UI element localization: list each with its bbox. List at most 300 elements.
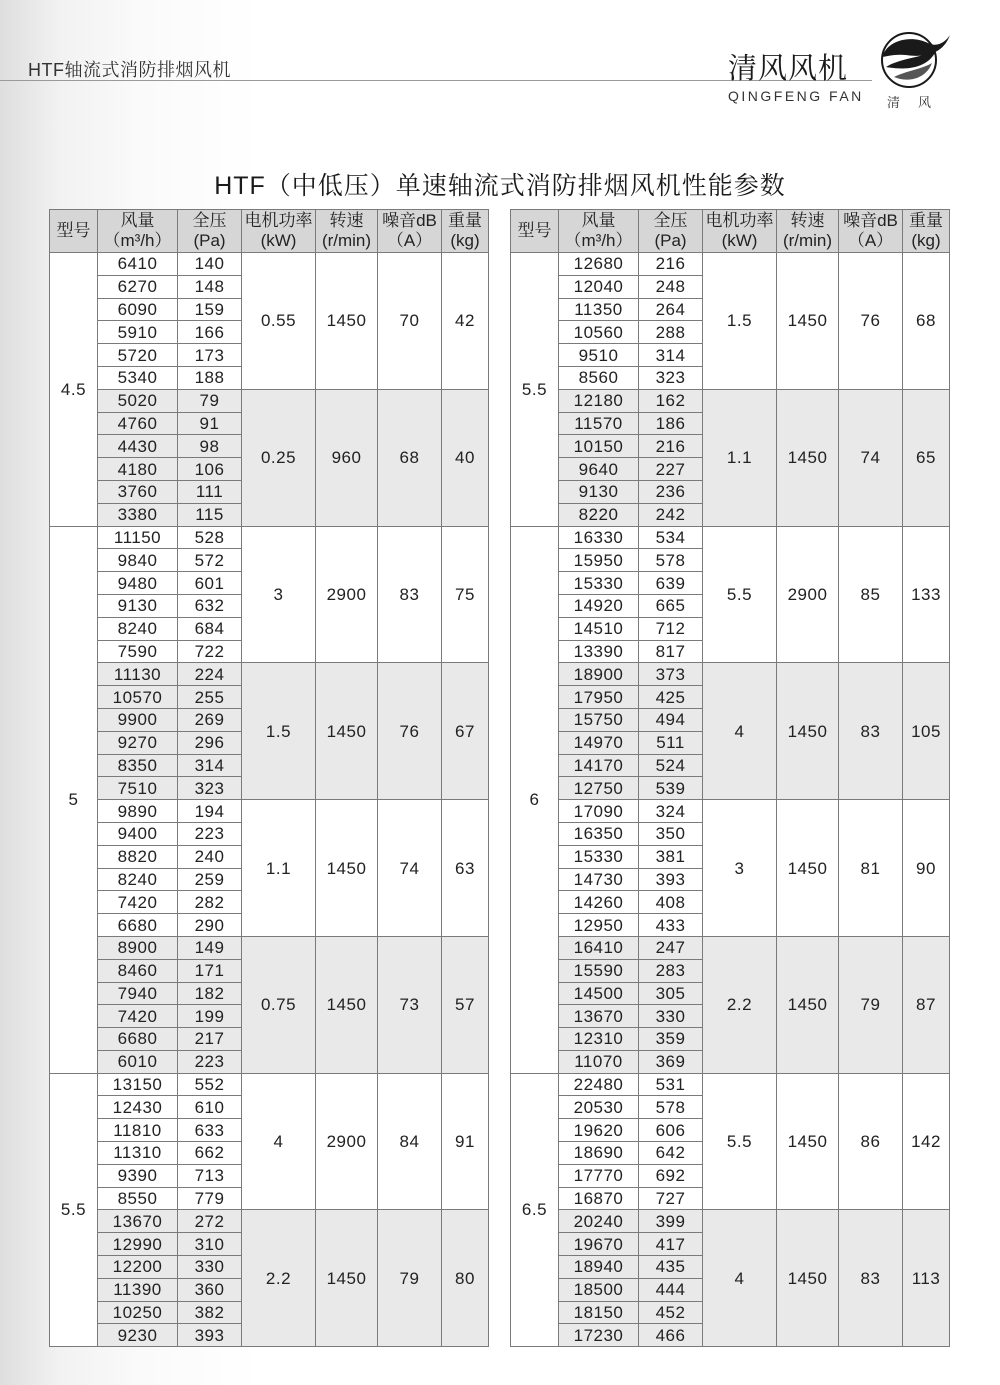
pressure-cell: 283 — [639, 959, 703, 982]
airflow-cell: 7510 — [98, 777, 178, 800]
header-pressure-line: 全压 — [192, 211, 227, 230]
airflow-cell: 9230 — [98, 1324, 178, 1347]
airflow-cell: 8220 — [559, 503, 639, 526]
airflow-cell: 15330 — [559, 572, 639, 595]
airflow-cell: 10560 — [559, 321, 639, 344]
pressure-cell: 255 — [178, 686, 242, 709]
header-weight-line: (kg) — [911, 231, 941, 250]
pressure-cell: 173 — [178, 344, 242, 367]
airflow-cell: 16330 — [559, 526, 639, 549]
weight-cell: 105 — [903, 663, 950, 800]
noise-cell: 68 — [378, 389, 442, 526]
airflow-cell: 12310 — [559, 1028, 639, 1051]
pressure-cell: 817 — [639, 640, 703, 663]
power-cell: 2.2 — [242, 1210, 316, 1347]
airflow-cell: 10570 — [98, 686, 178, 709]
pressure-cell: 369 — [639, 1050, 703, 1073]
weight-cell: 80 — [442, 1210, 489, 1347]
airflow-cell: 14970 — [559, 731, 639, 754]
noise-cell: 81 — [839, 800, 903, 937]
model-cell: 6.5 — [511, 1073, 559, 1347]
header-weight — [903, 210, 950, 253]
pressure-cell: 148 — [178, 275, 242, 298]
pressure-cell: 578 — [639, 549, 703, 572]
header-noise — [378, 210, 442, 253]
airflow-cell: 11350 — [559, 298, 639, 321]
header-model — [511, 210, 559, 253]
pressure-cell: 779 — [178, 1187, 242, 1210]
noise-cell: 84 — [378, 1073, 442, 1210]
airflow-cell: 15590 — [559, 959, 639, 982]
speed-cell: 1450 — [777, 663, 839, 800]
header-noise-line: 噪音dB — [843, 211, 898, 230]
table-row — [50, 1073, 489, 1096]
airflow-cell: 4760 — [98, 412, 178, 435]
speed-cell: 1450 — [316, 800, 378, 937]
pressure-cell: 665 — [639, 594, 703, 617]
weight-cell: 142 — [903, 1073, 950, 1210]
airflow-cell: 18900 — [559, 663, 639, 686]
pressure-cell: 242 — [639, 503, 703, 526]
airflow-cell: 18690 — [559, 1142, 639, 1165]
speed-cell: 1450 — [316, 663, 378, 800]
airflow-cell: 14170 — [559, 754, 639, 777]
swirl-logo-icon — [876, 27, 950, 89]
speed-cell: 1450 — [316, 1210, 378, 1347]
noise-cell: 73 — [378, 936, 442, 1073]
speed-cell: 2900 — [316, 526, 378, 663]
speed-cell: 1450 — [777, 1073, 839, 1210]
header-noise — [839, 210, 903, 253]
airflow-cell: 15330 — [559, 845, 639, 868]
pressure-cell: 393 — [639, 868, 703, 891]
pressure-cell: 314 — [639, 344, 703, 367]
noise-cell: 83 — [839, 1210, 903, 1347]
pressure-cell: 272 — [178, 1210, 242, 1233]
pressure-cell: 290 — [178, 914, 242, 937]
airflow-cell: 13390 — [559, 640, 639, 663]
table-row — [511, 1073, 950, 1096]
airflow-cell: 14920 — [559, 594, 639, 617]
weight-cell: 133 — [903, 526, 950, 663]
header-airflow-line: 风量 — [120, 211, 155, 230]
pressure-cell: 223 — [178, 822, 242, 845]
pressure-cell: 296 — [178, 731, 242, 754]
airflow-cell: 5910 — [98, 321, 178, 344]
table-row — [50, 389, 489, 412]
speed-cell: 2900 — [316, 1073, 378, 1210]
header-noise-line: 噪音dB — [382, 211, 437, 230]
airflow-cell: 8550 — [98, 1187, 178, 1210]
pressure-cell: 373 — [639, 663, 703, 686]
table-row — [511, 1210, 950, 1233]
header-weight — [442, 210, 489, 253]
pressure-cell: 417 — [639, 1233, 703, 1256]
airflow-cell: 14510 — [559, 617, 639, 640]
power-cell: 1.5 — [242, 663, 316, 800]
header-model-line: 型号 — [517, 221, 552, 240]
performance-table-left — [49, 209, 489, 1347]
airflow-cell: 9900 — [98, 708, 178, 731]
brand-name-en: QINGFENG FAN — [728, 88, 864, 104]
airflow-cell: 10150 — [559, 435, 639, 458]
pressure-cell: 662 — [178, 1142, 242, 1165]
pressure-cell: 578 — [639, 1096, 703, 1119]
page-title: HTF（中低压）单速轴流式消防排烟风机性能参数 — [214, 172, 786, 200]
table-row — [50, 936, 489, 959]
airflow-cell: 6090 — [98, 298, 178, 321]
noise-cell: 85 — [839, 526, 903, 663]
pressure-cell: 310 — [178, 1233, 242, 1256]
noise-cell: 83 — [378, 526, 442, 663]
table-header-row — [511, 210, 950, 253]
pressure-cell: 466 — [639, 1324, 703, 1347]
noise-cell: 79 — [378, 1210, 442, 1347]
airflow-cell: 16350 — [559, 822, 639, 845]
airflow-cell: 11150 — [98, 526, 178, 549]
weight-cell: 68 — [903, 253, 950, 390]
pressure-cell: 692 — [639, 1164, 703, 1187]
pressure-cell: 610 — [178, 1096, 242, 1119]
header-pressure-line: 全压 — [653, 211, 688, 230]
pressure-cell: 186 — [639, 412, 703, 435]
airflow-cell: 12200 — [98, 1256, 178, 1279]
header-speed-line: 转速 — [790, 211, 825, 230]
table-header-row — [50, 210, 489, 253]
table-row — [50, 1210, 489, 1233]
pressure-cell: 350 — [639, 822, 703, 845]
airflow-cell: 11390 — [98, 1278, 178, 1301]
pressure-cell: 217 — [178, 1028, 242, 1051]
airflow-cell: 17770 — [559, 1164, 639, 1187]
pressure-cell: 324 — [639, 800, 703, 823]
pressure-cell: 140 — [178, 253, 242, 276]
table-row — [50, 526, 489, 549]
airflow-cell: 9510 — [559, 344, 639, 367]
pressure-cell: 323 — [639, 366, 703, 389]
pressure-cell: 393 — [178, 1324, 242, 1347]
airflow-cell: 9890 — [98, 800, 178, 823]
header-power-line: 电机功率 — [705, 211, 774, 230]
power-cell: 0.55 — [242, 253, 316, 390]
pressure-cell: 382 — [178, 1301, 242, 1324]
speed-cell: 1450 — [777, 800, 839, 937]
pressure-cell: 408 — [639, 891, 703, 914]
speed-cell: 1450 — [777, 389, 839, 526]
pressure-cell: 639 — [639, 572, 703, 595]
pressure-cell: 433 — [639, 914, 703, 937]
airflow-cell: 18150 — [559, 1301, 639, 1324]
weight-cell: 63 — [442, 800, 489, 937]
airflow-cell: 11070 — [559, 1050, 639, 1073]
pressure-cell: 360 — [178, 1278, 242, 1301]
airflow-cell: 19620 — [559, 1119, 639, 1142]
power-cell: 5.5 — [703, 1073, 777, 1210]
airflow-cell: 10250 — [98, 1301, 178, 1324]
pressure-cell: 511 — [639, 731, 703, 754]
pressure-cell: 314 — [178, 754, 242, 777]
airflow-cell: 5720 — [98, 344, 178, 367]
header-airflow-line: （m³/h） — [564, 231, 633, 250]
noise-cell: 76 — [378, 663, 442, 800]
header-power-line: 电机功率 — [244, 211, 313, 230]
airflow-cell: 14500 — [559, 982, 639, 1005]
pressure-cell: 305 — [639, 982, 703, 1005]
weight-cell: 113 — [903, 1210, 950, 1347]
pressure-cell: 601 — [178, 572, 242, 595]
airflow-cell: 3760 — [98, 480, 178, 503]
weight-cell: 67 — [442, 663, 489, 800]
airflow-cell: 11310 — [98, 1142, 178, 1165]
power-cell: 0.75 — [242, 936, 316, 1073]
power-cell: 4 — [703, 663, 777, 800]
header-airflow-line: 风量 — [581, 211, 616, 230]
airflow-cell: 7940 — [98, 982, 178, 1005]
pressure-cell: 248 — [639, 275, 703, 298]
pressure-cell: 199 — [178, 1005, 242, 1028]
airflow-cell: 3380 — [98, 503, 178, 526]
pressure-cell: 399 — [639, 1210, 703, 1233]
pressure-cell: 171 — [178, 959, 242, 982]
airflow-cell: 8350 — [98, 754, 178, 777]
airflow-cell: 11570 — [559, 412, 639, 435]
pressure-cell: 642 — [639, 1142, 703, 1165]
speed-cell: 1450 — [777, 1210, 839, 1347]
model-cell: 5 — [50, 526, 98, 1073]
table-row — [511, 526, 950, 549]
airflow-cell: 9390 — [98, 1164, 178, 1187]
model-cell: 4.5 — [50, 253, 98, 527]
header-power — [703, 210, 777, 253]
airflow-cell: 8560 — [559, 366, 639, 389]
pressure-cell: 216 — [639, 253, 703, 276]
airflow-cell: 15750 — [559, 708, 639, 731]
speed-cell: 1450 — [316, 936, 378, 1073]
airflow-cell: 20530 — [559, 1096, 639, 1119]
airflow-cell: 8240 — [98, 868, 178, 891]
airflow-cell: 12950 — [559, 914, 639, 937]
airflow-cell: 8460 — [98, 959, 178, 982]
pressure-cell: 359 — [639, 1028, 703, 1051]
airflow-cell: 14730 — [559, 868, 639, 891]
airflow-cell: 18500 — [559, 1278, 639, 1301]
airflow-cell: 13670 — [98, 1210, 178, 1233]
pressure-cell: 166 — [178, 321, 242, 344]
header-power-line: (kW) — [721, 231, 758, 250]
airflow-cell: 22480 — [559, 1073, 639, 1096]
weight-cell: 90 — [903, 800, 950, 937]
table-row — [511, 936, 950, 959]
noise-cell: 70 — [378, 253, 442, 390]
header-pressure — [178, 210, 242, 253]
noise-cell: 76 — [839, 253, 903, 390]
power-cell: 0.25 — [242, 389, 316, 526]
header-weight-line: 重量 — [909, 211, 943, 230]
logo-caption: 清风 — [887, 96, 950, 111]
airflow-cell: 13150 — [98, 1073, 178, 1096]
power-cell: 1.5 — [703, 253, 777, 390]
airflow-cell: 11810 — [98, 1119, 178, 1142]
pressure-cell: 194 — [178, 800, 242, 823]
pressure-cell: 162 — [639, 389, 703, 412]
pressure-cell: 528 — [178, 526, 242, 549]
pressure-cell: 684 — [178, 617, 242, 640]
table-row — [511, 389, 950, 412]
table-row — [511, 800, 950, 823]
header-speed-line: (r/min) — [321, 231, 372, 250]
brand-name: 清风风机 — [728, 51, 849, 85]
pressure-cell: 435 — [639, 1256, 703, 1279]
pressure-cell: 188 — [178, 366, 242, 389]
power-cell: 2.2 — [703, 936, 777, 1073]
airflow-cell: 17230 — [559, 1324, 639, 1347]
header-airflow-line: （m³/h） — [103, 231, 172, 250]
speed-cell: 960 — [316, 389, 378, 526]
performance-table-right — [510, 209, 950, 1347]
airflow-cell: 12680 — [559, 253, 639, 276]
speed-cell: 2900 — [777, 526, 839, 663]
header-pressure — [639, 210, 703, 253]
pressure-cell: 552 — [178, 1073, 242, 1096]
pressure-cell: 452 — [639, 1301, 703, 1324]
pressure-cell: 224 — [178, 663, 242, 686]
noise-cell: 74 — [839, 389, 903, 526]
pressure-cell: 98 — [178, 435, 242, 458]
table-row — [511, 253, 950, 276]
airflow-cell: 12750 — [559, 777, 639, 800]
airflow-cell: 6680 — [98, 1028, 178, 1051]
header-speed — [777, 210, 839, 253]
pressure-cell: 288 — [639, 321, 703, 344]
header-weight-line: (kg) — [450, 231, 480, 250]
noise-cell: 79 — [839, 936, 903, 1073]
header-speed-line: 转速 — [329, 211, 364, 230]
power-cell: 1.1 — [242, 800, 316, 937]
pressure-cell: 381 — [639, 845, 703, 868]
pressure-cell: 425 — [639, 686, 703, 709]
weight-cell: 42 — [442, 253, 489, 390]
weight-cell: 40 — [442, 389, 489, 526]
pressure-cell: 111 — [178, 480, 242, 503]
airflow-cell: 8240 — [98, 617, 178, 640]
header-pressure-line: (Pa) — [193, 231, 226, 250]
pressure-cell: 633 — [178, 1119, 242, 1142]
airflow-cell: 9480 — [98, 572, 178, 595]
power-cell: 5.5 — [703, 526, 777, 663]
speed-cell: 1450 — [777, 253, 839, 390]
airflow-cell: 6010 — [98, 1050, 178, 1073]
pressure-cell: 572 — [178, 549, 242, 572]
table-row — [511, 663, 950, 686]
pressure-cell: 330 — [639, 1005, 703, 1028]
pressure-cell: 149 — [178, 936, 242, 959]
airflow-cell: 12040 — [559, 275, 639, 298]
header-left-title: HTF轴流式消防排烟风机 — [28, 60, 231, 80]
airflow-cell: 6270 — [98, 275, 178, 298]
airflow-cell: 9400 — [98, 822, 178, 845]
airflow-cell: 13670 — [559, 1005, 639, 1028]
table-row — [50, 253, 489, 276]
pressure-cell: 282 — [178, 891, 242, 914]
pressure-cell: 259 — [178, 868, 242, 891]
pressure-cell: 531 — [639, 1073, 703, 1096]
table-row — [50, 800, 489, 823]
airflow-cell: 9640 — [559, 458, 639, 481]
speed-cell: 1450 — [316, 253, 378, 390]
model-cell: 5.5 — [50, 1073, 98, 1347]
airflow-cell: 14260 — [559, 891, 639, 914]
airflow-cell: 12430 — [98, 1096, 178, 1119]
header-pressure-line: (Pa) — [654, 231, 687, 250]
model-cell: 5.5 — [511, 253, 559, 527]
pressure-cell: 91 — [178, 412, 242, 435]
pressure-cell: 722 — [178, 640, 242, 663]
weight-cell: 87 — [903, 936, 950, 1073]
pressure-cell: 524 — [639, 754, 703, 777]
airflow-cell: 5020 — [98, 389, 178, 412]
header-weight-line: 重量 — [448, 211, 482, 230]
speed-cell: 1450 — [777, 936, 839, 1073]
power-cell: 1.1 — [703, 389, 777, 526]
pressure-cell: 182 — [178, 982, 242, 1005]
pressure-cell: 115 — [178, 503, 242, 526]
airflow-cell: 17950 — [559, 686, 639, 709]
header-speed-line: (r/min) — [782, 231, 833, 250]
airflow-cell: 9270 — [98, 731, 178, 754]
header-airflow — [98, 210, 178, 253]
header-noise-line: （A） — [847, 231, 894, 250]
noise-cell: 74 — [378, 800, 442, 937]
pressure-cell: 534 — [639, 526, 703, 549]
header-power — [242, 210, 316, 253]
pressure-cell: 330 — [178, 1256, 242, 1279]
model-cell: 6 — [511, 526, 559, 1073]
pressure-cell: 247 — [639, 936, 703, 959]
pressure-cell: 727 — [639, 1187, 703, 1210]
weight-cell: 91 — [442, 1073, 489, 1210]
pressure-cell: 106 — [178, 458, 242, 481]
airflow-cell: 12990 — [98, 1233, 178, 1256]
weight-cell: 65 — [903, 389, 950, 526]
airflow-cell: 6410 — [98, 253, 178, 276]
airflow-cell: 8820 — [98, 845, 178, 868]
pressure-cell: 632 — [178, 594, 242, 617]
airflow-cell: 19670 — [559, 1233, 639, 1256]
pressure-cell: 216 — [639, 435, 703, 458]
pressure-cell: 269 — [178, 708, 242, 731]
airflow-cell: 4180 — [98, 458, 178, 481]
header-model-line: 型号 — [56, 221, 91, 240]
header-airflow — [559, 210, 639, 253]
airflow-cell: 12180 — [559, 389, 639, 412]
airflow-cell: 15950 — [559, 549, 639, 572]
airflow-cell: 7420 — [98, 891, 178, 914]
weight-cell: 75 — [442, 526, 489, 663]
airflow-cell: 4430 — [98, 435, 178, 458]
header-model — [50, 210, 98, 253]
airflow-cell: 5340 — [98, 366, 178, 389]
pressure-cell: 227 — [639, 458, 703, 481]
airflow-cell: 11130 — [98, 663, 178, 686]
pressure-cell: 494 — [639, 708, 703, 731]
header-noise-line: （A） — [386, 231, 433, 250]
airflow-cell: 20240 — [559, 1210, 639, 1233]
pressure-cell: 539 — [639, 777, 703, 800]
pressure-cell: 159 — [178, 298, 242, 321]
power-cell: 4 — [242, 1073, 316, 1210]
pressure-cell: 713 — [178, 1164, 242, 1187]
airflow-cell: 9840 — [98, 549, 178, 572]
